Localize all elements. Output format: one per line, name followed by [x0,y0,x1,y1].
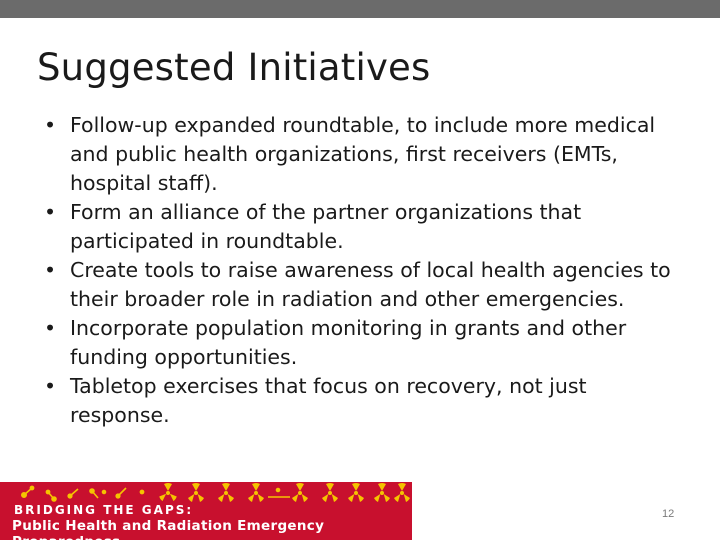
bullet-text: Follow-up expanded roundtable, to include more medical and public health organizations, first receivers (EMTs, hospital staff). [70,113,656,195]
slide-title: Suggested Initiatives [37,46,431,89]
banner-title: BRIDGING THE GAPS: [14,503,194,517]
banner-subtitle: Public Health and Radiation Emergency Preparedness [12,518,325,550]
bullet-item [44,314,684,372]
bullet-text: Incorporate population monitoring in grants and other funding opportunities. [70,316,627,369]
molecule-icon [268,488,290,497]
bullet-item [44,198,684,256]
bullet-item [44,256,684,314]
bullet-dot: • [44,200,57,224]
footer-banner [0,482,412,550]
bullet-dot: • [44,113,57,137]
bullet-dot: • [44,258,57,282]
bullet-item [44,372,684,430]
bullet-dot: • [44,316,57,340]
top-bar [0,0,720,18]
bullet-text: Create tools to raise awareness of local health agencies to their broader role in radiation and other emergencies. [70,258,671,311]
page-number: 12 [662,508,675,520]
bullet-dot: • [44,374,57,398]
bullet-item [44,111,684,198]
banner-icon-strip [0,482,412,504]
bullet-list [44,111,684,430]
bullet-text: Form an alliance of the partner organizations that participated in roundtable. [70,200,582,253]
molecule-icon [22,486,144,501]
radiation-trefoil-icon [159,483,410,502]
bullet-text: Tabletop exercises that focus on recovery, not just response. [70,374,587,427]
